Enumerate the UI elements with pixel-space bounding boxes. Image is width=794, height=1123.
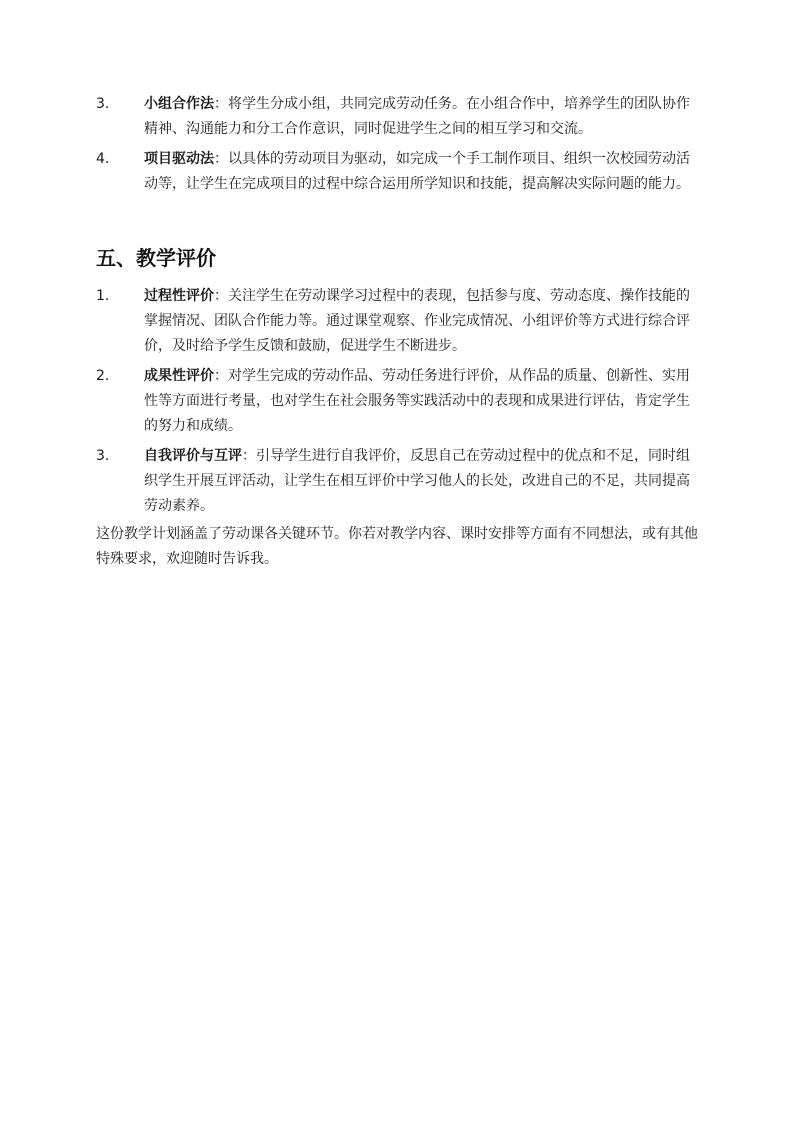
list-text: 引导学生进行自我评价，反思自己在劳动过程中的优点和不足，同时组织学生开展互评活动，让学生在相互评价中学习他人的长处，改进自己的不足，共同提高劳动素养。 — [144, 448, 690, 514]
list-term: 过程性评价 — [144, 288, 214, 304]
section-heading: 五、教学评价 — [96, 246, 216, 270]
term-colon: ： — [242, 448, 256, 464]
list-text: 关注学生在劳动课学习过程中的表现，包括参与度、劳动态度、操作技能的掌握情况、团队合作能力等。通过课堂观察、作业完成情况、小组评价等方式进行综合评价，及时给予学生反馈和鼓励，促进学生不断进步。 — [144, 288, 690, 354]
evaluation-list — [96, 284, 700, 524]
closing-paragraph: 这份教学计划涵盖了劳动课各关键环节。你若对教学内容、课时安排等方面有不同想法，或有其他特殊要求，欢迎随时告诉我。 — [96, 526, 698, 567]
list-term: 自我评价与互评 — [144, 448, 242, 464]
list-term: 项目驱动法 — [144, 151, 214, 167]
list-number: 3. — [96, 448, 110, 464]
list-item — [96, 284, 700, 359]
list-item — [96, 444, 700, 519]
term-colon: ： — [214, 96, 228, 112]
list-number: 3. — [96, 96, 110, 112]
list-term: 成果性评价 — [144, 368, 214, 384]
term-colon: ： — [214, 288, 228, 304]
list-text: 对学生完成的劳动作品、劳动任务进行评价，从作品的质量、创新性、实用性等方面进行考量，也对学生在社会服务等实践活动中的表现和成果进行评估，肯定学生的努力和成绩。 — [144, 368, 690, 434]
list-number: 2. — [96, 368, 110, 384]
list-item — [96, 364, 700, 439]
list-term: 小组合作法 — [144, 96, 214, 112]
list-number: 4. — [96, 151, 110, 167]
list-text: 以具体的劳动项目为驱动，如完成一个手工制作项目、组织一次校园劳动活动等，让学生在完成项目的过程中综合运用所学知识和技能，提高解决实际问题的能力。 — [144, 151, 690, 192]
list-text: 将学生分成小组，共同完成劳动任务。在小组合作中，培养学生的团队协作精神、沟通能力和分工合作意识，同时促进学生之间的相互学习和交流。 — [144, 96, 690, 137]
teaching-methods-list — [96, 92, 700, 202]
term-colon: ： — [214, 368, 228, 384]
list-item — [96, 92, 700, 142]
list-number: 1. — [96, 288, 110, 304]
term-colon: ： — [214, 151, 228, 167]
list-item — [96, 147, 700, 197]
